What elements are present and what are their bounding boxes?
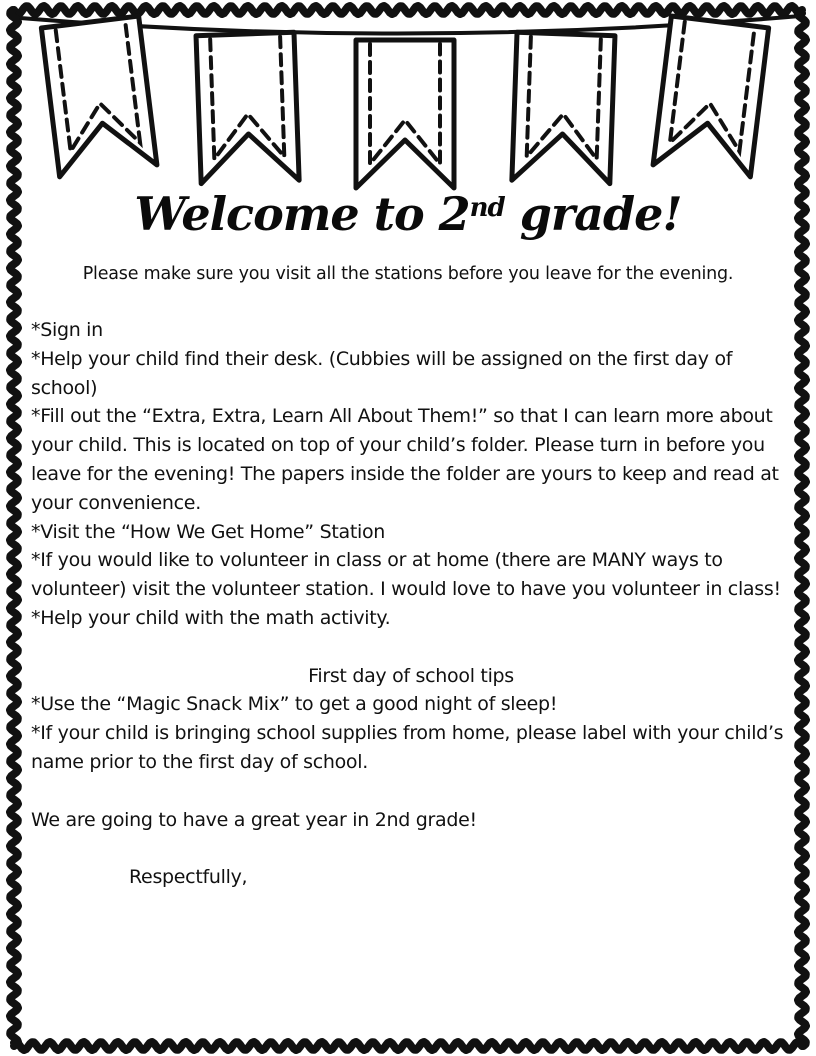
pennant-flag <box>356 40 454 188</box>
tips-heading: First day of school tips <box>308 664 514 687</box>
station-item: *Sign in <box>31 319 103 341</box>
signoff: Respectfully, <box>129 866 248 889</box>
closing-line: We are going to have a great year in 2nd grade! <box>31 808 477 831</box>
station-item: *Help your child with the math activity. <box>31 606 391 629</box>
pennant-flag <box>196 32 299 183</box>
tip-item: *If your child is bringing school supplies from home, please label with your child’s name prior to the first day of school. <box>31 722 784 773</box>
pennant-banner-icon <box>20 16 800 188</box>
intro-text: Please make sure you visit all the stations before you leave for the evening. <box>82 264 734 284</box>
station-item: *If you would like to volunteer in class or at home (there are MANY ways to volunteer) visit the volunteer station. I would love to have you volunteer in class! <box>31 549 781 601</box>
station-item: *Visit the “How We Get Home” Station <box>31 520 386 543</box>
pennant-flag <box>653 16 769 177</box>
letter-body <box>31 316 791 892</box>
station-item: *Fill out the “Extra, Extra, Learn All About Them!” so that I can learn more about your child. This is located on top of your child’s folder. Please turn in before you leave for the evening! The papers inside the folder are yours to keep and read at your convenience. <box>31 405 779 514</box>
station-item: *Help your child find their desk. (Cubbies will be assigned on the first day of school) <box>31 347 733 399</box>
pennant-flag <box>512 32 615 183</box>
pennant-flag <box>41 16 157 177</box>
tip-item: *Use the “Magic Snack Mix” to get a good night of sleep! <box>31 693 558 716</box>
page-title: Welcome to 2nd grade! <box>134 187 682 241</box>
